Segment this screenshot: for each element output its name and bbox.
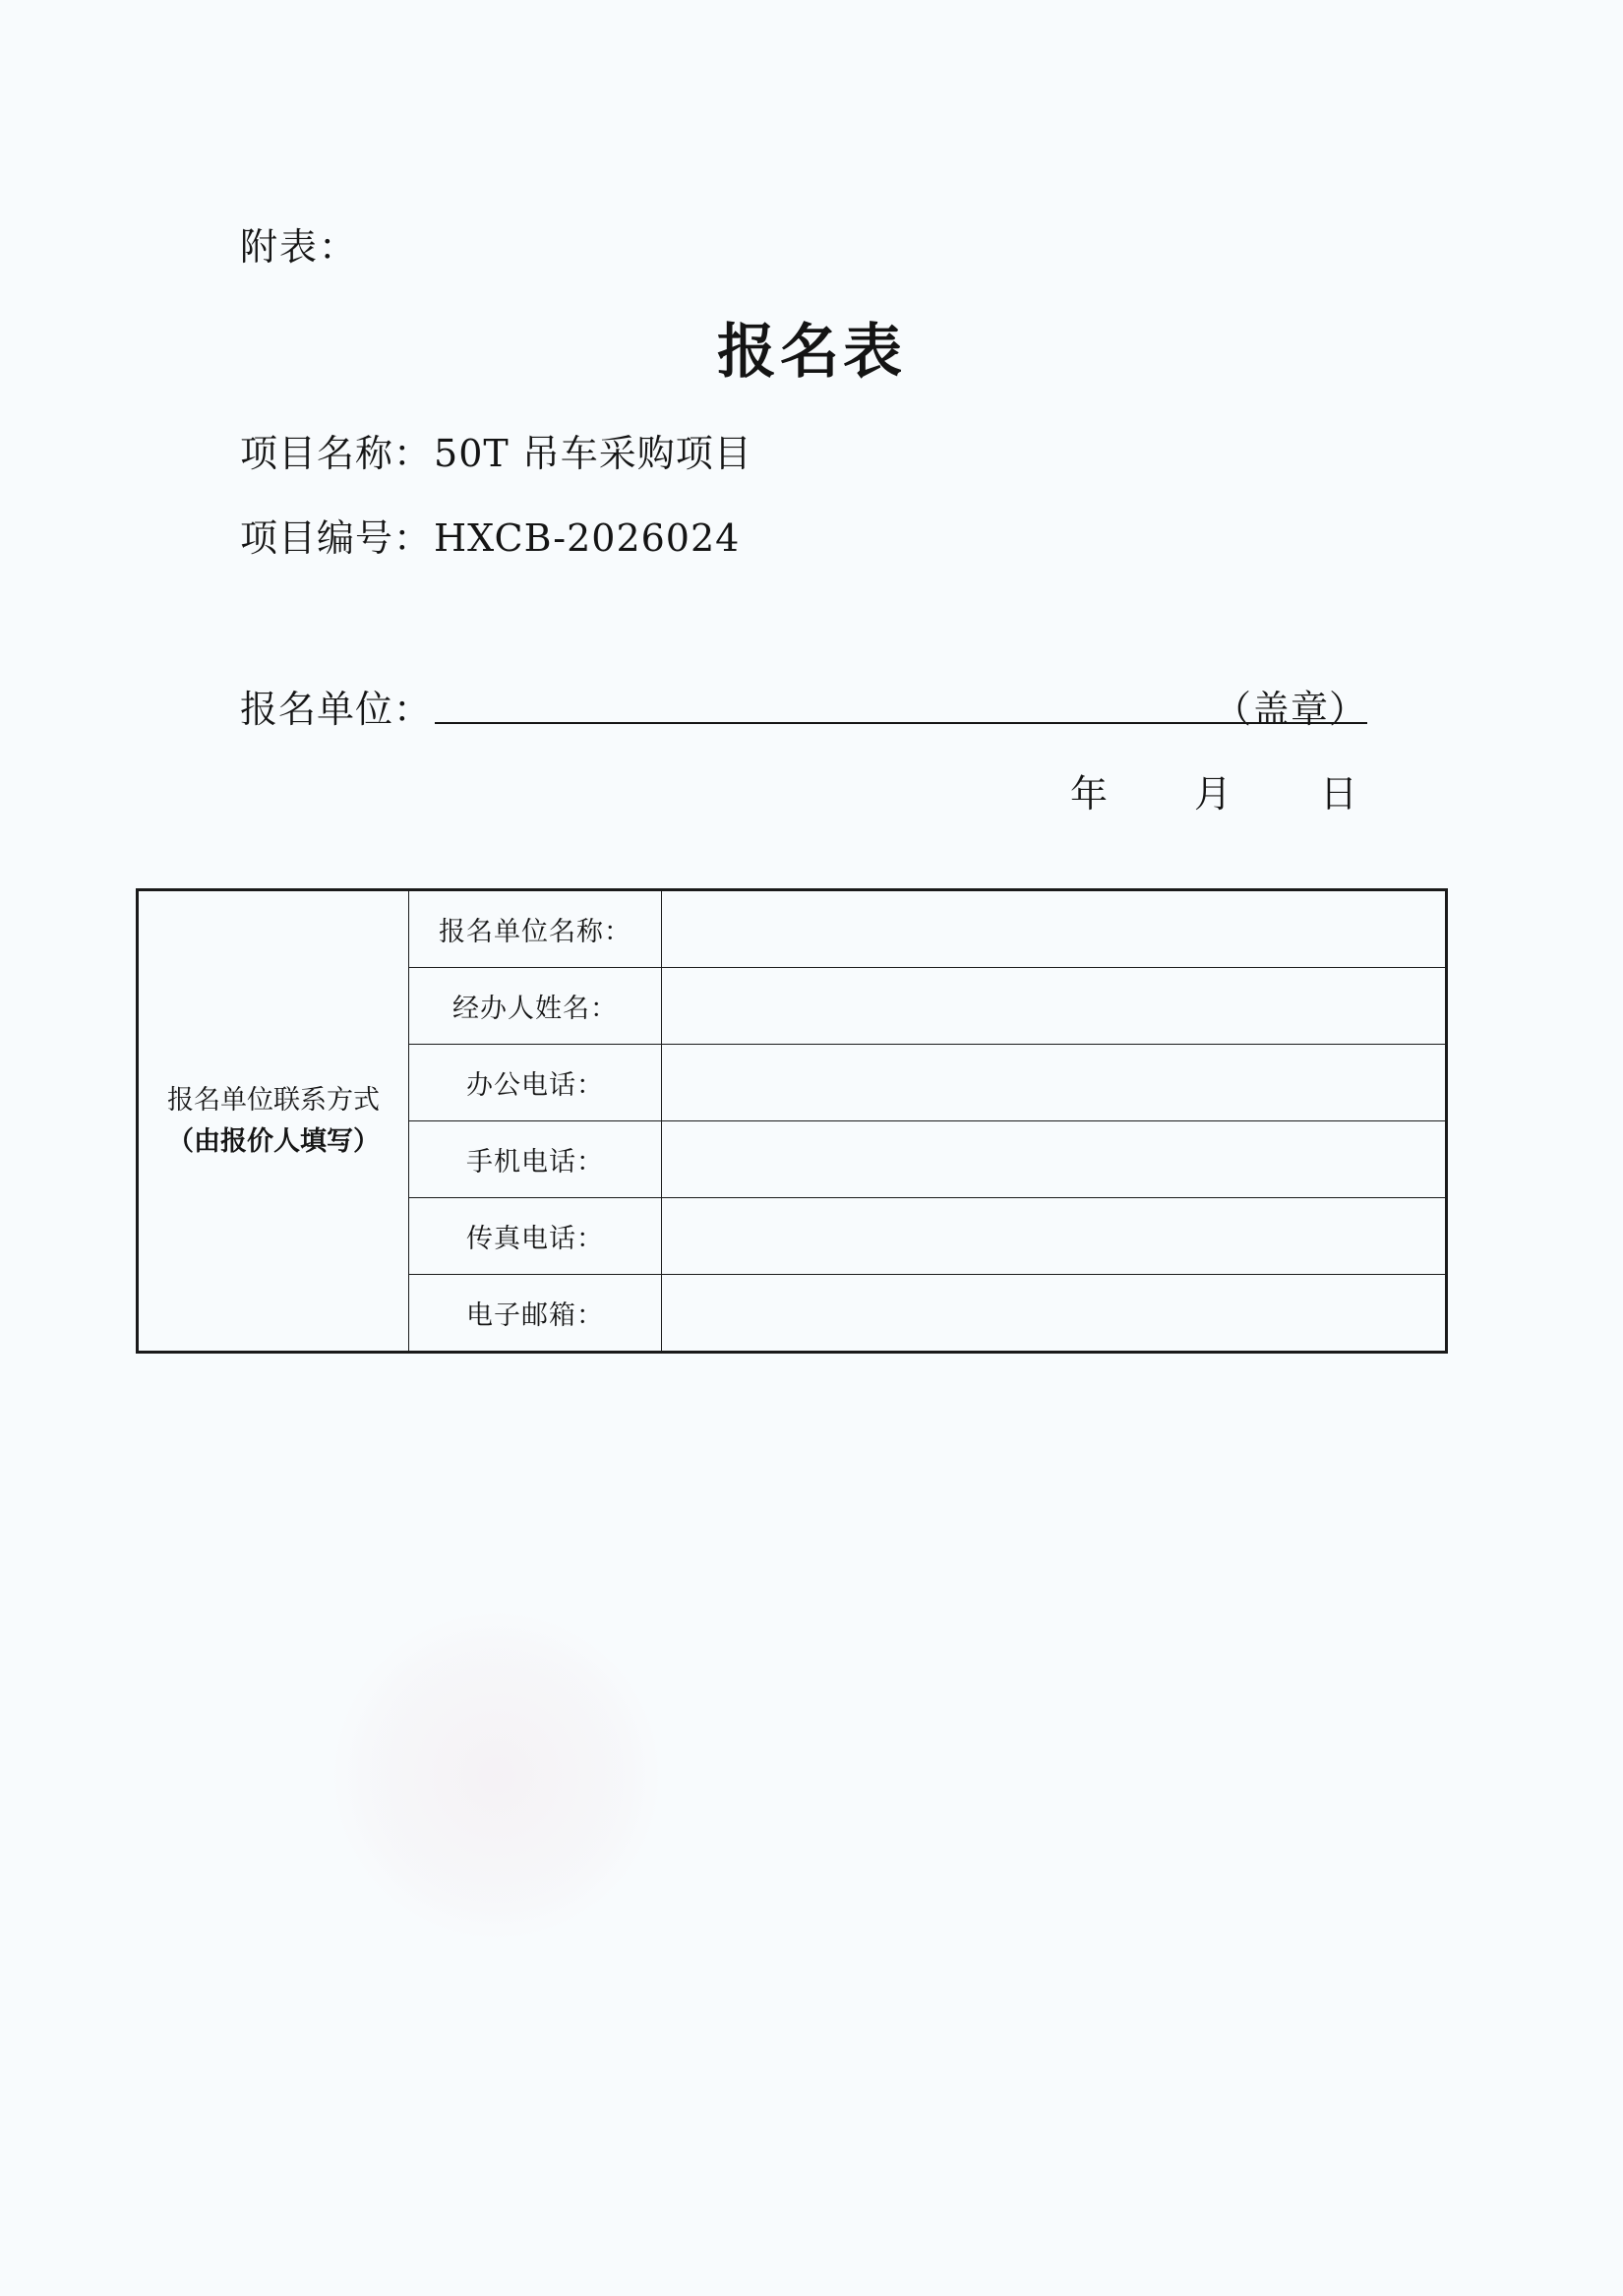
table-row xyxy=(138,890,1447,968)
seal-note: （盖章） xyxy=(1213,688,1367,731)
contact-person-field[interactable] xyxy=(662,968,1447,1045)
project-name-line xyxy=(240,423,752,477)
signup-unit-label: 报名单位： xyxy=(240,688,433,731)
field-label: 传真电话： xyxy=(409,1198,662,1275)
signup-unit-line xyxy=(240,679,1367,731)
mobile-phone-field[interactable] xyxy=(662,1121,1447,1198)
fax-field[interactable] xyxy=(662,1198,1447,1275)
date-row xyxy=(1070,763,1357,817)
email-field[interactable] xyxy=(662,1275,1447,1353)
field-label: 报名单位名称： xyxy=(409,890,662,968)
unit-name-field[interactable] xyxy=(662,890,1447,968)
date-year-label: 年 xyxy=(1070,772,1109,816)
contact-group-cell xyxy=(138,890,409,1353)
field-label: 手机电话： xyxy=(409,1121,662,1198)
project-code-line xyxy=(240,508,740,562)
project-name-label: 项目名称： xyxy=(240,432,433,475)
annex-label: 附表： xyxy=(240,225,359,269)
date-month-label: 月 xyxy=(1194,772,1232,816)
field-label: 经办人姓名： xyxy=(409,968,662,1045)
project-code-label: 项目编号： xyxy=(240,516,433,560)
contact-info-table xyxy=(136,888,1448,1354)
field-label: 电子邮箱： xyxy=(409,1275,662,1353)
contact-group-note: （由报价人填写） xyxy=(167,1125,380,1157)
contact-group-title: 报名单位联系方式 xyxy=(167,1084,380,1116)
field-label: 办公电话： xyxy=(409,1045,662,1121)
page-title: 报名表 xyxy=(717,318,906,387)
project-code-value: HXCB-2026024 xyxy=(434,516,741,560)
project-name-value: 50T 吊车采购项目 xyxy=(434,432,752,475)
faded-stamp-mark xyxy=(334,1613,659,1938)
office-phone-field[interactable] xyxy=(662,1045,1447,1121)
date-day-label: 日 xyxy=(1320,772,1358,816)
